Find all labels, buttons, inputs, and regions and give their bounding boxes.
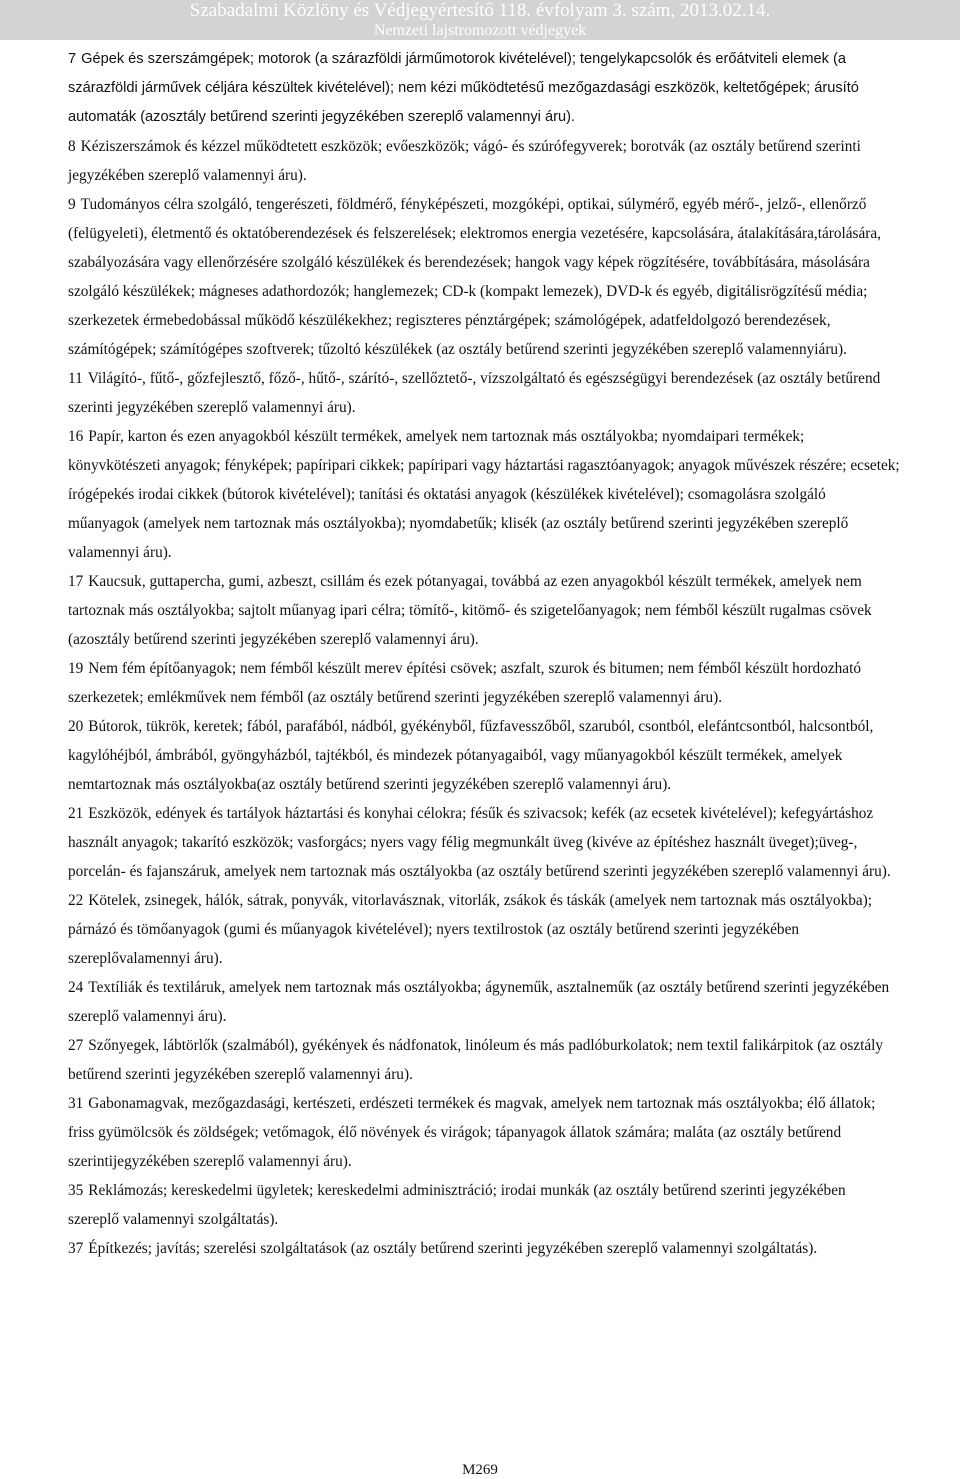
class-description: Papír, karton és ezen anyagokból készült termékek, amelyek nem tartoznak más osztályokba; nyomdaipari termékek; könyvkötészeti anyagok; fényképek; papíripari cikkek; papíripari vagy háztartási ragasztóanyagok; anyagok művészek részére; ecsetek; írógépekés irodai cikkek (bútorok kivételével); tanítási és oktatási anyagok (készülékek kivételével); csomagolásra szolgáló műanyagok (amelyek nem tartoznak más osztályokba); nyomdabetűk; klisék (az osztály betűrend szerinti jegyzékében szereplő valamennyi áru). [68, 428, 900, 561]
class-number: 7 [68, 51, 77, 67]
class-entry-19 [68, 654, 900, 712]
class-number: 17 [68, 573, 84, 590]
class-number: 9 [68, 196, 76, 213]
class-number: 37 [68, 1240, 84, 1257]
class-entry-7 [68, 45, 900, 132]
class-number: 19 [68, 660, 84, 677]
class-description: Világító-, fűtő-, gőzfejlesztő, főző-, hűtő-, szárító-, szellőztető-, vízszolgáltató és egészségügyi berendezések (az osztály betűrend szerinti jegyzékében szereplő valamennyi áru). [68, 370, 881, 416]
class-number: 35 [68, 1182, 84, 1199]
class-entry-9 [68, 190, 900, 364]
class-number: 24 [68, 979, 84, 996]
class-number: 22 [68, 892, 84, 909]
class-description: Kötelek, zsinegek, hálók, sátrak, ponyvák, vitorlavásznak, vitorlák, zsákok és táskák (amelyek nem tartoznak más osztályokba); párnázó és tömőanyagok (gumi és műanyagok kivételével); nyers textilrostok (az osztály betűrend szerinti jegyzékében szereplővalamennyi áru). [68, 892, 873, 967]
class-description: Tudományos célra szolgáló, tengerészeti, földmérő, fényképészeti, mozgóképi, optikai, súlymérő, egyéb mérő-, jelző-, ellenőrző (felügyeleti), életmentő és oktatóberendezések és felszerelések; elektromos energia vezetésére, kapcsolására, átalakítására,tárolására, szabályozására vagy ellenőrzésére szolgáló készülékek és berendezések; hangok vagy képek rögzítésére, továbbítására, másolására szolgáló készülékek; mágneses adathordozók; hanglemezek; CD-k (kompakt lemezek), DVD-k és egyéb, digitálisrögzítésű média; szerkezetek érmebedobással működő készülékekhez; regiszteres pénztárgépek; számológépek, adatfeldolgozó berendezések, számítógépek; számítógépes szoftverek; tűzoltó készülékek (az osztály betűrend szerinti jegyzékében szereplő valamennyiáru). [68, 196, 882, 358]
page-header [0, 0, 960, 40]
class-description: Bútorok, tükrök, keretek; fából, parafából, nádból, gyékényből, fűzfavesszőből, szaruból, csontból, elefántcsontból, halcsontból, kagylóhéjból, ámbrából, gyöngyházból, tajtékból, és mindezek pótanyagaiból, vagy műanyagokból készült termékek, amelyek nemtartoznak más osztályokba(az osztály betűrend szerinti jegyzékében szereplő valamennyi áru). [68, 718, 874, 793]
goods-services-list [68, 45, 900, 1263]
class-number: 8 [68, 138, 76, 155]
class-entry-11 [68, 364, 900, 422]
class-description: Kaucsuk, guttapercha, gumi, azbeszt, csillám és ezek pótanyagai, továbbá az ezen anyagokból készült termékek, amelyek nem tartoznak más osztályokba; sajtolt műanyag ipari célra; tömítő-, kitömő- és szigetelőanyagok; nem fémből készült rugalmas csövek (azosztály betűrend szerinti jegyzékében szereplő valamennyi áru). [68, 573, 872, 648]
class-number: 31 [68, 1095, 84, 1112]
class-entry-16 [68, 422, 900, 567]
class-entry-35 [68, 1176, 900, 1234]
class-description: Nem fém építőanyagok; nem fémből készült merev építési csövek; aszfalt, szurok és bitumen; nem fémből készült hordozható szerkezetek; emlékművek nem fémből (az osztály betűrend szerinti jegyzékében szereplő valamennyi áru). [68, 660, 861, 706]
page-number: M269 [462, 1462, 498, 1478]
class-description: Reklámozás; kereskedelmi ügyletek; kereskedelmi adminisztráció; irodai munkák (az osztály betűrend szerinti jegyzékében szereplő valamennyi szolgáltatás). [68, 1182, 846, 1228]
class-description: Gépek és szerszámgépek; motorok (a szárazföldi járműmotorok kivételével); tengelykapcsolók és erőátviteli elemek (a szárazföldi járművek céljára készültek kivételével); nem kézi működtetésű mezőgazdasági eszközök, keltetőgépek; árusító automaták (azosztály betűrend szerinti jegyzékében szereplő valamennyi áru). [68, 51, 859, 125]
class-entry-8 [68, 132, 900, 190]
class-entry-31 [68, 1089, 900, 1176]
class-number: 20 [68, 718, 84, 735]
class-description: Eszközök, edények és tartályok háztartási és konyhai célokra; fésűk és szivacsok; kefék (az ecsetek kivételével); kefegyártáshoz használt anyagok; takarító eszközök; vasforgács; nyers vagy félig megmunkált üveg (kivéve az építéshez használt üveget);üveg-, porcelán- és fajanszáruk, amelyek nem tartoznak más osztályokba (az osztály betűrend szerinti jegyzékében szereplő valamennyi áru). [68, 805, 891, 880]
class-entry-27 [68, 1031, 900, 1089]
class-entry-21 [68, 799, 900, 886]
class-number: 11 [68, 370, 83, 387]
class-entry-20 [68, 712, 900, 799]
class-entry-17 [68, 567, 900, 654]
class-description: Gabonamagvak, mezőgazdasági, kertészeti, erdészeti termékek és magvak, amelyek nem tartoznak más osztályokba; élő állatok; friss gyümölcsök és zöldségek; vetőmagok, élő növények és virágok; tápanyagok állatok számára; maláta (az osztály betűrend szerintijegyzékében szereplő valamennyi áru). [68, 1095, 876, 1170]
class-description: Építkezés; javítás; szerelési szolgáltatások (az osztály betűrend szerinti jegyzékében szereplő valamennyi szolgáltatás). [88, 1240, 818, 1257]
class-description: Kéziszerszámok és kézzel működtetett eszközök; evőeszközök; vágó- és szúrófegyverek; borotvák (az osztály betűrend szerinti jegyzékében szereplő valamennyi áru). [68, 138, 861, 184]
class-entry-24 [68, 973, 900, 1031]
class-description: Szőnyegek, lábtörlők (szalmából), gyékények és nádfonatok, linóleum és más padlóburkolatok; nem textil falikárpitok (az osztály betűrend szerinti jegyzékében szereplő valamennyi áru). [68, 1037, 884, 1083]
class-number: 21 [68, 805, 84, 822]
class-entry-37 [68, 1234, 900, 1263]
section-title: Nemzeti lajstromozott védjegyek [373, 22, 587, 39]
class-entry-22 [68, 886, 900, 973]
journal-title: Szabadalmi Közlöny és Védjegyértesítő 118. évfolyam 3. szám, 2013.02.14. [189, 0, 771, 21]
class-description: Textíliák és textiláruk, amelyek nem tartoznak más osztályokba; ágyneműk, asztalneműk (az osztály betűrend szerinti jegyzékében szereplő valamennyi áru). [68, 979, 890, 1025]
class-number: 27 [68, 1037, 84, 1054]
class-number: 16 [68, 428, 84, 445]
